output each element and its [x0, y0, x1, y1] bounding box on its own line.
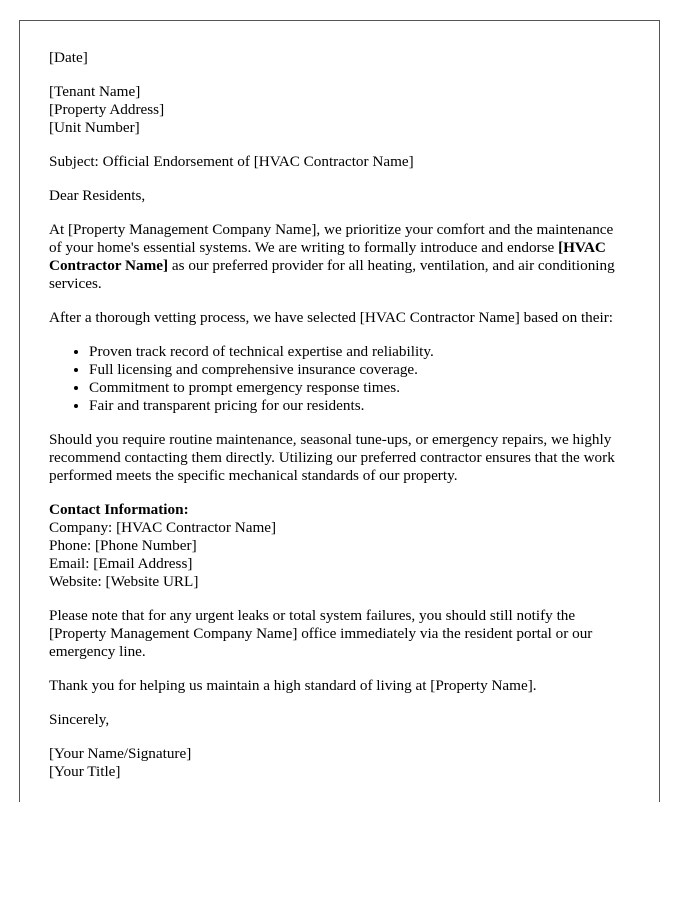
signature-name: [Your Name/Signature]: [49, 745, 192, 762]
recommendation-paragraph: Should you require routine maintenance, seasonal tune-ups, or emergency repairs, we highly recommend contacting them directly. Utilizing our preferred contractor ensures that the work performed meets the specific mechanical standards of our property.: [49, 431, 615, 484]
recipient-block: [49, 83, 629, 137]
tenant-name: [Tenant Name]: [49, 83, 141, 100]
contact-website: Website: [Website URL]: [49, 573, 199, 590]
property-address: [Property Address]: [49, 101, 165, 118]
letter-date: [Date]: [49, 49, 88, 66]
letter-page: [19, 20, 660, 802]
contractor-name-bold: [HVAC Contractor Name]: [49, 239, 606, 274]
intro-paragraph: [49, 221, 629, 293]
thanks-paragraph: Thank you for helping us maintain a high standard of living at [Property Name].: [49, 677, 537, 694]
contact-company: Company: [HVAC Contractor Name]: [49, 519, 277, 536]
vetting-paragraph: After a thorough vetting process, we have selected [HVAC Contractor Name] based on their:: [49, 309, 614, 326]
subject-line: Subject: Official Endorsement of [HVAC Contractor Name]: [49, 153, 414, 170]
salutation: Dear Residents,: [49, 187, 146, 204]
urgent-note-paragraph: Please note that for any urgent leaks or total system failures, you should still notify the [Property Management Company Name] office immediately via the resident portal or our emergency line.: [49, 607, 593, 660]
criteria-list: [49, 343, 629, 415]
intro-text-start: At [Property Management Company Name], we prioritize your comfort and the maintenance of your home's essential systems. We are writing to formally introduce and endorse: [49, 221, 614, 256]
signature-block: [49, 745, 629, 781]
contact-heading: Contact Information:: [49, 501, 189, 518]
contact-phone: Phone: [Phone Number]: [49, 537, 197, 554]
unit-number: [Unit Number]: [49, 119, 140, 136]
intro-text-end: as our preferred provider for all heating, ventilation, and air conditioning services.: [49, 257, 615, 292]
closing: Sincerely,: [49, 711, 110, 728]
list-item: • Full licensing and comprehensive insurance coverage.: [89, 361, 629, 379]
signature-title: [Your Title]: [49, 763, 121, 780]
contact-block: [49, 501, 629, 591]
list-item: • Fair and transparent pricing for our residents.: [89, 397, 629, 415]
list-item: • Commitment to prompt emergency response times.: [89, 379, 629, 397]
contact-email: Email: [Email Address]: [49, 555, 193, 572]
list-item: • Proven track record of technical expertise and reliability.: [89, 343, 629, 361]
